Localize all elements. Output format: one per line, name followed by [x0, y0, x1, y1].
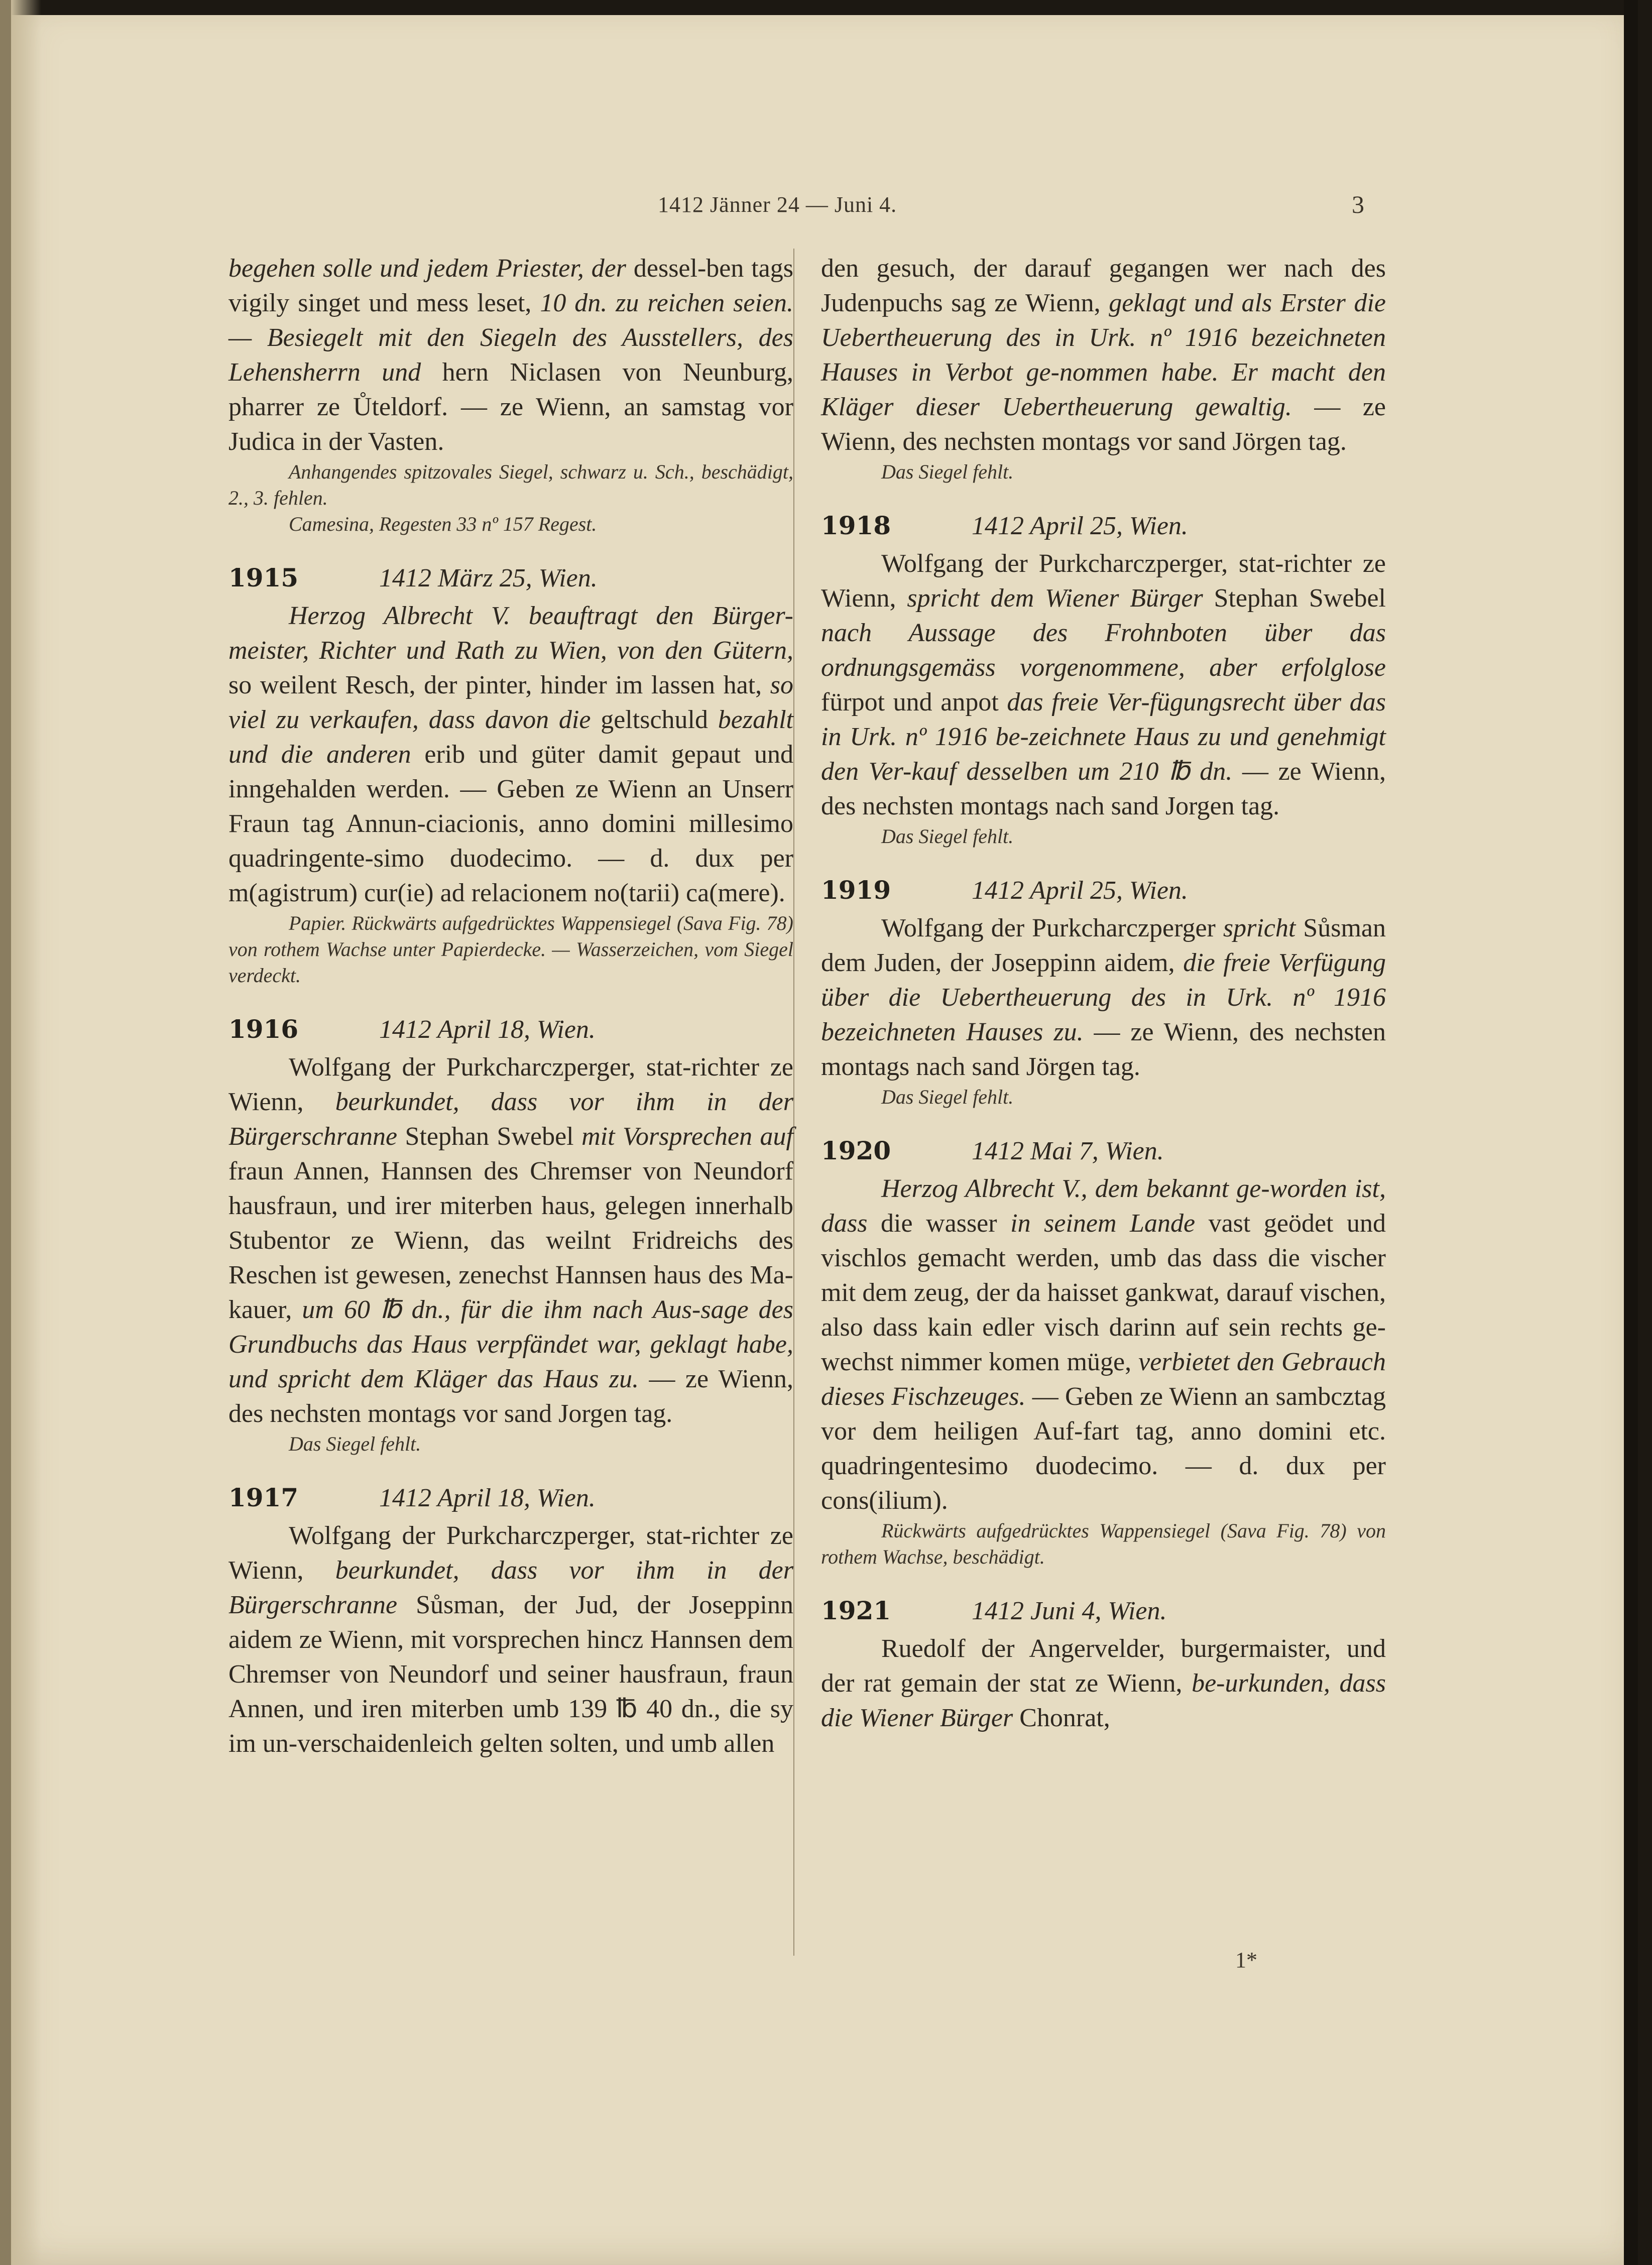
- text-span: Stephan Swebel: [1203, 584, 1386, 613]
- seal-note: Das Siegel fehlt.: [881, 460, 1014, 483]
- entry-body-1918: [821, 546, 1386, 823]
- text-span: begehen solle und jedem Priester, der: [228, 254, 627, 283]
- text-span: dessel-ben tags vigily singet und mess leset,: [228, 254, 793, 317]
- entry-heading-1919: [821, 873, 1386, 908]
- continuation-paragraph: [821, 251, 1386, 459]
- text-span: spricht: [1223, 914, 1296, 942]
- column-divider: [793, 249, 794, 1956]
- text-span: beurkundet, dass vor ihm in der Bürgerschranne: [228, 1088, 793, 1151]
- seal-note: Anhangendes spitzovales Siegel, schwarz u. Sch., beschädigt, 2., 3. fehlen.: [228, 460, 793, 509]
- entry-heading-1916: [228, 1012, 793, 1047]
- entry-heading-1920: [821, 1133, 1386, 1168]
- entry-heading-1918: [821, 508, 1386, 543]
- text-span: — ze Wienn, des nechsten montags nach sand Jorgen tag.: [821, 757, 1386, 820]
- left-column: [228, 251, 793, 1761]
- text-span: so weilent Resch, der pinter, hinder im lassen hat,: [228, 671, 770, 699]
- page-number: 3: [1352, 190, 1364, 218]
- right-column: [821, 251, 1386, 1735]
- entry-body-1919: [821, 911, 1386, 1084]
- text-span: Ruedolf der Angervelder, burgermaister, und der rat gemain der stat ze Wienn,: [821, 1634, 1386, 1698]
- text-span: mit Vorsprechen auf: [581, 1122, 793, 1151]
- text-span: Sůsman dem Juden, der Joseppinn aidem,: [821, 914, 1386, 977]
- text-span: — ze Wienn, des nechsten montags vor sand Jorgen tag.: [228, 1365, 793, 1428]
- entry-date: 1412 April 18, Wien.: [379, 1484, 596, 1512]
- text-span: um 60 ℔ dn., für die ihm nach Aus-sage des Grundbuchs das Haus verpfändet war, geklagt habe, und spricht dem Kläger das Haus zu.: [228, 1295, 793, 1393]
- text-span: Wolfgang der Purkcharczperger, stat-richter ze Wienn,: [228, 1521, 793, 1585]
- entry-body-1915: [228, 599, 793, 910]
- entry-number: 1915: [228, 563, 299, 592]
- entry-date: 1412 Juni 4, Wien.: [972, 1597, 1167, 1625]
- text-span: Chonrat,: [1013, 1704, 1110, 1732]
- entry-body-1920: [821, 1171, 1386, 1518]
- text-span: Sůsman, der Jud, der Joseppinn aidem ze Wienn, mit vorsprechen hincz Hannsen dem Chremser von Neundorf und seiner hausfraun, fraun Annen, und iren miterben umb 139 ℔ 40 dn., die sy im un-verschaidenleich gelten solten, und umb allen: [228, 1591, 793, 1758]
- text-span: die wasser: [867, 1209, 1011, 1238]
- entry-body-1917: [228, 1518, 793, 1761]
- entry-body-1921: [821, 1631, 1386, 1735]
- text-span: nach Aussage des Frohnboten über das ordnungsgemäss vorgenommene, aber erfolglose: [821, 619, 1386, 682]
- text-span: beurkundet, dass vor ihm in der Bürgerschranne: [228, 1556, 793, 1619]
- entry-heading-1915: [228, 560, 793, 595]
- text-span: — Geben ze Wienn an sambcztag vor dem heiligen Auf-fart tag, anno domini etc. quadringentesimo duodecimo. — d. dux per cons(ilium).: [821, 1382, 1386, 1515]
- text-span: bezahlt und die anderen: [228, 705, 793, 769]
- text-span: spricht dem Wiener Bürger: [907, 584, 1203, 613]
- entry-date: 1412 April 25, Wien.: [972, 876, 1188, 905]
- running-head: 1412 Jänner 24 — Juni 4.: [658, 192, 897, 217]
- text-span: fraun Annen, Hannsen des Chremser von Neundorf hausfraun, und irer miterben haus, gelegen innerhalb Stubentor ze Wienn, das weilnt Fridreichs des Reschen ist gewesen, zenechst Hannsen haus des Ma-kauer,: [228, 1157, 793, 1324]
- text-span: 10 dn. zu reichen seien. — Besiegelt mit den Siegeln des Ausstellers, des Lehensherrn und: [228, 289, 794, 387]
- text-span: hern Niclasen von Neunburg, pharrer ze Ůteldorf. — ze Wienn, an samstag vor Judica in der Vasten.: [228, 358, 793, 456]
- entry-date: 1412 März 25, Wien.: [379, 564, 598, 592]
- text-span: verbietet den Gebrauch dieses Fischzeuges.: [821, 1348, 1386, 1411]
- entry-note-1919: Das Siegel fehlt.: [881, 1086, 1014, 1108]
- entry-heading-1921: [821, 1593, 1386, 1628]
- signature-mark: 1*: [1235, 1948, 1257, 1972]
- entry-note-1915: Papier. Rückwärts aufgedrücktes Wappensiegel (Sava Fig. 78) von rothem Wachse unter Papierdecke. — Wasserzeichen, vom Siegel verdeckt.: [228, 912, 793, 987]
- text-span: — ze Wienn, des nechsten montags nach sand Jörgen tag.: [821, 1018, 1386, 1081]
- text-span: geklagt und als Erster die Uebertheuerung des in Urk. nº 1916 bezeichneten Hauses in Verbot ge-nommen habe. Er macht den Kläger dieser Uebertheuerung gewaltig.: [821, 289, 1386, 421]
- text-span: Wolfgang der Purkcharczperger, stat-richter ze Wienn,: [228, 1053, 793, 1116]
- entry-number: 1916: [228, 1014, 299, 1044]
- text-span: so viel zu verkaufen, dass davon die: [228, 671, 793, 734]
- text-span: die freie Verfügung über die Uebertheuerung des in Urk. nº 1916 bezeichneten Hauses zu.: [821, 948, 1386, 1046]
- text-span: fürpot und anpot: [821, 688, 1007, 717]
- entry-date: 1412 April 18, Wien.: [379, 1015, 596, 1044]
- entry-note-1916: Das Siegel fehlt.: [289, 1433, 421, 1455]
- text-span: das freie Ver-fügungsrecht über das in Urk. nº 1916 be-zeichnete Haus zu und genehmigt den Ver-kauf desselben um 210 ℔ dn.: [821, 688, 1386, 786]
- binding-edge: [0, 0, 11, 2265]
- text-span: Stephan Swebel: [397, 1122, 582, 1151]
- text-span: Wolfgang der Purkcharczperger, stat-richter ze Wienn,: [821, 549, 1386, 613]
- binding-shadow: [11, 0, 41, 2265]
- text-span: erib und güter damit gepaut und inngehalden werden. — Geben ze Wienn an Unserr Fraun tag Annun-ciacionis, anno domini millesimo quadringente-simo duodecimo. — d. dux per m(agistrum) cur(ie) ad relacionem no(tarii) ca(mere).: [228, 740, 794, 907]
- entry-number: 1920: [821, 1136, 891, 1165]
- text-span: geltschuld: [591, 705, 718, 734]
- text-span: Herzog Albrecht V., dem bekannt ge-worden ist, dass: [821, 1174, 1386, 1238]
- entry-date: 1412 April 25, Wien.: [972, 512, 1188, 540]
- text-span: — ze Wienn, des nechsten montags vor sand Jörgen tag.: [821, 393, 1386, 456]
- scan-right-edge: [1624, 0, 1638, 2265]
- entry-number: 1917: [228, 1483, 299, 1512]
- text-span: vast geödet und vischlos gemacht werden, umb das dass die vischer mit dem zeug, der da haisset gankwat, darauf vischen, also dass kain edler visch darinn auf sein rechts ge-wechst nimmer komen müge,: [821, 1209, 1386, 1376]
- entry-heading-1917: [228, 1480, 793, 1515]
- entry-note-1920: Rückwärts aufgedrücktes Wappensiegel (Sava Fig. 78) von rothem Wachse, beschädigt.: [821, 1519, 1386, 1568]
- entry-note-1918: Das Siegel fehlt.: [881, 825, 1014, 848]
- entry-number: 1919: [821, 875, 891, 905]
- text-span: in seinem Lande: [1010, 1209, 1196, 1238]
- entry-number: 1918: [821, 511, 891, 540]
- entry-body-1916: [228, 1050, 793, 1431]
- text-span: be-urkunden, dass die Wiener Bürger: [821, 1669, 1386, 1732]
- continuation-paragraph: [228, 251, 793, 459]
- scan-top-edge: [0, 0, 1638, 15]
- text-span: Wolfgang der Purkcharczperger: [881, 914, 1223, 942]
- text-span: Herzog Albrecht V. beauftragt den Bürger-meister, Richter und Rath zu Wien, von den Gütern,: [228, 602, 793, 665]
- reference-note: Camesina, Regesten 33 nº 157 Regest.: [289, 513, 597, 535]
- text-span: den gesuch, der darauf gegangen wer nach des Judenpuchs sag ze Wienn,: [821, 254, 1386, 317]
- entry-number: 1921: [821, 1596, 891, 1625]
- entry-date: 1412 Mai 7, Wien.: [972, 1137, 1164, 1165]
